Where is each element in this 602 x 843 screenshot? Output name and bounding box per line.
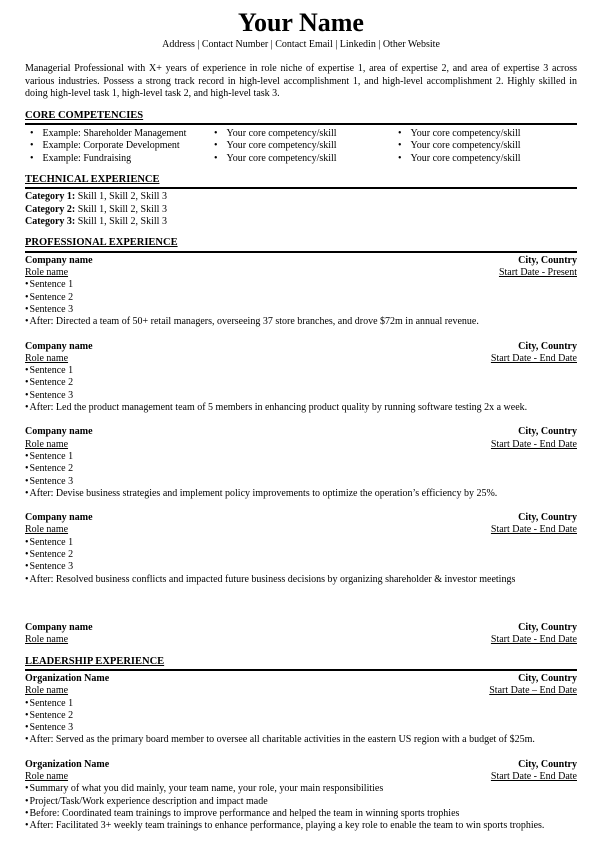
role-name: Role name bbox=[25, 634, 69, 646]
competency-text: Your core competency/skill bbox=[410, 140, 521, 152]
competency-column bbox=[25, 128, 209, 165]
category-label: Category 2: bbox=[25, 203, 76, 215]
date-range: Start Date – End Date bbox=[489, 685, 577, 697]
bullet-text: Sentence 2 bbox=[29, 291, 74, 303]
company-name: Company name bbox=[25, 254, 93, 266]
bullet-item bbox=[25, 808, 577, 820]
bullet-text: Sentence 1 bbox=[29, 536, 74, 548]
category-list bbox=[25, 191, 577, 228]
bullet-icon: • bbox=[25, 807, 29, 819]
bullet-item bbox=[25, 365, 577, 377]
role-name: Role name bbox=[25, 771, 69, 783]
contact-line: Address | Contact Number | Contact Email | Linkedin | Other Website bbox=[162, 39, 440, 50]
bullet-icon: • bbox=[25, 303, 29, 315]
bullet-item bbox=[25, 451, 577, 463]
location: City, Country bbox=[518, 254, 577, 266]
bullet-icon: • bbox=[25, 389, 29, 401]
section-title: LEADERSHIP EXPERIENCE bbox=[25, 655, 165, 667]
competency-item bbox=[393, 140, 577, 152]
bullet-item bbox=[25, 549, 577, 561]
section-header bbox=[25, 656, 577, 672]
bullet-text: Sentence 3 bbox=[29, 303, 74, 315]
location: City, Country bbox=[518, 758, 577, 770]
competency-column bbox=[393, 128, 577, 165]
bullet-text: Sentence 3 bbox=[29, 561, 74, 573]
bullet-item bbox=[25, 292, 577, 304]
role-name: Role name bbox=[25, 685, 69, 697]
competency-item bbox=[209, 153, 393, 165]
category-skills: Skill 1, Skill 2, Skill 3 bbox=[75, 203, 167, 215]
bullet-icon: • bbox=[30, 140, 34, 152]
bullet-item bbox=[25, 279, 577, 291]
bullet-text: After: Directed a team of 50+ retail managers, overseeing 37 store branches, and drove $72m in annual revenue. bbox=[29, 316, 479, 328]
date-range: Start Date - Present bbox=[498, 267, 577, 279]
bullet-icon: • bbox=[25, 316, 29, 328]
bullet-text: Sentence 2 bbox=[29, 549, 74, 561]
bullet-item bbox=[25, 820, 577, 832]
bullet-list bbox=[25, 279, 577, 328]
experience-entry bbox=[25, 341, 577, 415]
bullet-text: Before: Coordinated team trainings to improve performance and helped the team in winning sports trophies bbox=[29, 807, 460, 819]
competency-text: Your core competency/skill bbox=[226, 152, 337, 164]
location: City, Country bbox=[518, 426, 577, 438]
bullet-item bbox=[25, 476, 577, 488]
bullet-text: Sentence 3 bbox=[29, 722, 74, 734]
bullet-icon: • bbox=[25, 573, 29, 585]
location: City, Country bbox=[518, 512, 577, 524]
bullet-text: Sentence 3 bbox=[29, 475, 74, 487]
category-label: Category 3: bbox=[25, 215, 76, 227]
bullet-icon: • bbox=[30, 152, 34, 164]
bullet-icon: • bbox=[25, 549, 29, 561]
competency-item bbox=[209, 140, 393, 152]
experience-entry bbox=[25, 622, 577, 647]
bullet-icon: • bbox=[25, 734, 29, 746]
competency-column bbox=[209, 128, 393, 165]
bullet-list bbox=[25, 537, 577, 586]
organization-name: Organization Name bbox=[25, 673, 110, 684]
section-title: PROFESSIONAL EXPERIENCE bbox=[25, 237, 178, 249]
date-range: Start Date - End Date bbox=[490, 352, 577, 364]
category-row bbox=[25, 191, 577, 203]
bullet-item bbox=[25, 796, 577, 808]
bullet-item bbox=[25, 734, 577, 746]
company-name: Company name bbox=[25, 426, 93, 438]
bullet-icon: • bbox=[398, 128, 402, 139]
bullet-item bbox=[25, 722, 577, 734]
bullet-item bbox=[25, 316, 577, 328]
bullet-text: Sentence 2 bbox=[29, 463, 74, 475]
experience-entry bbox=[25, 512, 577, 586]
competency-text: Your core competency/skill bbox=[226, 128, 337, 139]
competency-text: Example: Corporate Development bbox=[42, 140, 180, 152]
date-range: Start Date - End Date bbox=[490, 634, 577, 646]
bullet-text: Sentence 1 bbox=[29, 450, 74, 462]
bullet-item bbox=[25, 698, 577, 710]
role-name: Role name bbox=[25, 352, 69, 364]
bullet-item bbox=[25, 463, 577, 475]
competency-grid bbox=[25, 128, 577, 165]
bullet-text: Sentence 2 bbox=[29, 709, 74, 721]
bullet-text: Summary of what you did mainly, your team name, your role, your main responsibilities bbox=[29, 783, 384, 795]
competency-text: Your core competency/skill bbox=[410, 128, 521, 139]
bullet-icon: • bbox=[398, 152, 402, 164]
competency-item bbox=[25, 153, 209, 165]
bullet-text: Sentence 1 bbox=[29, 697, 74, 709]
section-title: TECHNICAL EXPERIENCE bbox=[25, 173, 160, 185]
bullet-item bbox=[25, 402, 577, 414]
bullet-icon: • bbox=[25, 450, 29, 462]
date-range: Start Date - End Date bbox=[490, 524, 577, 536]
experience-entry bbox=[25, 426, 577, 500]
bullet-icon: • bbox=[25, 279, 29, 291]
date-range: Start Date - End Date bbox=[490, 771, 577, 783]
section-technical-experience bbox=[25, 174, 577, 228]
role-name: Role name bbox=[25, 524, 69, 536]
role-name: Role name bbox=[25, 438, 69, 450]
location: City, Country bbox=[518, 621, 577, 633]
bullet-icon: • bbox=[25, 709, 29, 721]
resume-name: Your Name bbox=[238, 8, 364, 37]
bullet-icon: • bbox=[25, 475, 29, 487]
bullet-list bbox=[25, 783, 577, 832]
bullet-item bbox=[25, 537, 577, 549]
summary-paragraph: Managerial Professional with X+ years of experience in role niche of expertise 1, area of expertise 2, and area of expertise 3 across various industries. Possess a strong track record in high-level accomplishment 1, and high-level accomplishment 2. Highly skilled in doing high-level task 1, high-level task 2, and high-level task 3. bbox=[25, 63, 577, 99]
bullet-item bbox=[25, 390, 577, 402]
bullet-list bbox=[25, 365, 577, 414]
bullet-text: Sentence 1 bbox=[29, 365, 74, 377]
bullet-icon: • bbox=[214, 152, 218, 164]
category-skills: Skill 1, Skill 2, Skill 3 bbox=[75, 215, 167, 227]
bullet-icon: • bbox=[25, 820, 29, 832]
category-skills: Skill 1, Skill 2, Skill 3 bbox=[75, 191, 167, 203]
bullet-icon: • bbox=[25, 783, 29, 795]
bullet-icon: • bbox=[25, 697, 29, 709]
competency-text: Your core competency/skill bbox=[226, 140, 337, 152]
bullet-icon: • bbox=[25, 536, 29, 548]
company-name: Company name bbox=[25, 512, 93, 524]
bullet-icon: • bbox=[25, 377, 29, 389]
bullet-icon: • bbox=[30, 128, 34, 139]
location: City, Country bbox=[518, 340, 577, 352]
bullet-text: After: Devise business strategies and implement policy improvements to optimize the operation’s efficiency by 25%. bbox=[29, 487, 498, 499]
bullet-item bbox=[25, 574, 577, 586]
role-name: Role name bbox=[25, 267, 69, 279]
bullet-item bbox=[25, 488, 577, 500]
bullet-item bbox=[25, 304, 577, 316]
company-name: Company name bbox=[25, 621, 93, 633]
bullet-text: Sentence 3 bbox=[29, 389, 74, 401]
experience-entry bbox=[25, 255, 577, 329]
bullet-text: After: Led the product management team of 5 members in enhancing product quality by running software testing 2x a week. bbox=[29, 402, 528, 414]
section-header bbox=[25, 110, 577, 126]
bullet-text: Project/Task/Work experience description and impact made bbox=[29, 795, 268, 807]
bullet-icon: • bbox=[25, 722, 29, 734]
bullet-item bbox=[25, 377, 577, 389]
bullet-list bbox=[25, 698, 577, 747]
bullet-icon: • bbox=[214, 128, 218, 139]
competency-item bbox=[393, 128, 577, 140]
bullet-text: After: Facilitated 3+ weekly team trainings to enhance performance, playing a key role to enable the team to win sports trophies. bbox=[29, 820, 545, 832]
bullet-text: Sentence 1 bbox=[29, 279, 74, 291]
experience-entry bbox=[25, 673, 577, 747]
organization-name: Organization Name bbox=[25, 758, 110, 770]
category-row bbox=[25, 216, 577, 228]
bullet-text: Sentence 2 bbox=[29, 377, 74, 389]
bullet-icon: • bbox=[25, 561, 29, 573]
location: City, Country bbox=[518, 673, 577, 684]
bullet-list bbox=[25, 451, 577, 500]
bullet-icon: • bbox=[398, 140, 402, 152]
bullet-item bbox=[25, 710, 577, 722]
competency-item bbox=[25, 128, 209, 140]
section-core-competencies bbox=[25, 110, 577, 165]
section-leadership-experience bbox=[25, 656, 577, 833]
competency-item bbox=[393, 153, 577, 165]
bullet-icon: • bbox=[25, 365, 29, 377]
section-header bbox=[25, 174, 577, 190]
bullet-icon: • bbox=[25, 487, 29, 499]
competency-text: Your core competency/skill bbox=[410, 152, 521, 164]
competency-text: Example: Shareholder Management bbox=[42, 128, 187, 139]
competency-text: Example: Fundraising bbox=[42, 152, 132, 164]
bullet-item bbox=[25, 561, 577, 573]
competency-item bbox=[209, 128, 393, 140]
competency-item bbox=[25, 140, 209, 152]
section-professional-experience bbox=[25, 237, 577, 646]
section-header bbox=[25, 237, 577, 253]
bullet-item bbox=[25, 783, 577, 795]
category-row bbox=[25, 204, 577, 216]
bullet-icon: • bbox=[25, 463, 29, 475]
bullet-icon: • bbox=[25, 402, 29, 414]
category-label: Category 1: bbox=[25, 191, 76, 203]
company-name: Company name bbox=[25, 340, 93, 352]
bullet-icon: • bbox=[25, 291, 29, 303]
bullet-icon: • bbox=[25, 795, 29, 807]
experience-entry bbox=[25, 759, 577, 833]
bullet-text: After: Resolved business conflicts and impacted future business decisions by organizing shareholder & investor meetings bbox=[29, 573, 516, 585]
bullet-icon: • bbox=[214, 140, 218, 152]
date-range: Start Date - End Date bbox=[490, 438, 577, 450]
bullet-text: After: Served as the primary board member to oversee all charitable activities in the eastern US region with a budget of $25m. bbox=[29, 734, 535, 746]
section-title: CORE COMPETENCIES bbox=[25, 109, 144, 121]
